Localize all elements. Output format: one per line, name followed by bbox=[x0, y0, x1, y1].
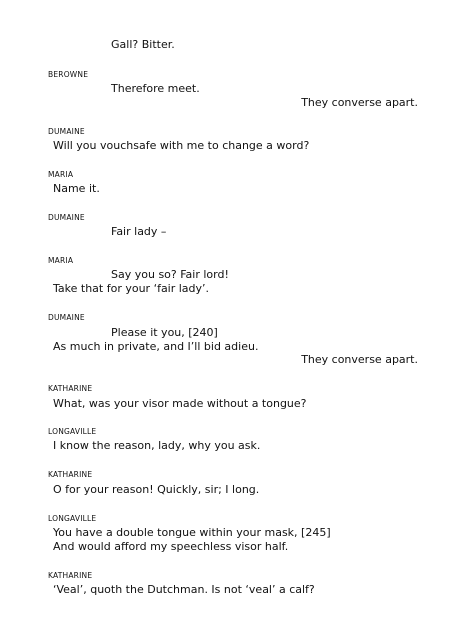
speaker-name: LONGAVILLE bbox=[48, 427, 97, 436]
verse-line: ‘Veal’, quoth the Dutchman. Is not ‘veal’ a calf? bbox=[53, 583, 315, 596]
verse-line: As much in private, and I’ll bid adieu. bbox=[53, 340, 259, 353]
verse-line: Take that for your ‘fair lady’. bbox=[53, 282, 210, 295]
verse-line: I know the reason, lady, why you ask. bbox=[53, 439, 261, 452]
verse-line: What, was your visor made without a tongue? bbox=[53, 397, 307, 410]
speaker-name: KATHARINE bbox=[48, 384, 93, 393]
verse-line: Therefore meet. bbox=[111, 82, 200, 95]
speaker-name: KATHARINE bbox=[48, 470, 93, 479]
stage-direction: They converse apart. bbox=[301, 96, 418, 109]
speaker-name: LONGAVILLE bbox=[48, 514, 97, 523]
verse-line: Name it. bbox=[53, 182, 100, 195]
speaker-name: KATHARINE bbox=[48, 571, 93, 580]
speaker-name: DUMAINE bbox=[48, 127, 85, 136]
verse-line: Fair lady – bbox=[111, 225, 167, 238]
speaker-name: MARIA bbox=[48, 256, 74, 265]
speaker-name: BEROWNE bbox=[48, 70, 89, 79]
verse-line: Gall? Bitter. bbox=[111, 38, 175, 51]
verse-line: Will you vouchsafe with me to change a word? bbox=[53, 139, 310, 152]
verse-line: And would afford my speechless visor half. bbox=[53, 540, 289, 553]
speaker-name: DUMAINE bbox=[48, 313, 85, 322]
verse-line: O for your reason! Quickly, sir; I long. bbox=[53, 483, 260, 496]
verse-line: Say you so? Fair lord! bbox=[111, 268, 229, 281]
verse-line: You have a double tongue within your mask, [245] bbox=[53, 526, 331, 539]
speaker-name: MARIA bbox=[48, 170, 74, 179]
verse-line: Please it you, [240] bbox=[111, 326, 218, 339]
speaker-name: DUMAINE bbox=[48, 213, 85, 222]
stage-direction: They converse apart. bbox=[301, 353, 418, 366]
